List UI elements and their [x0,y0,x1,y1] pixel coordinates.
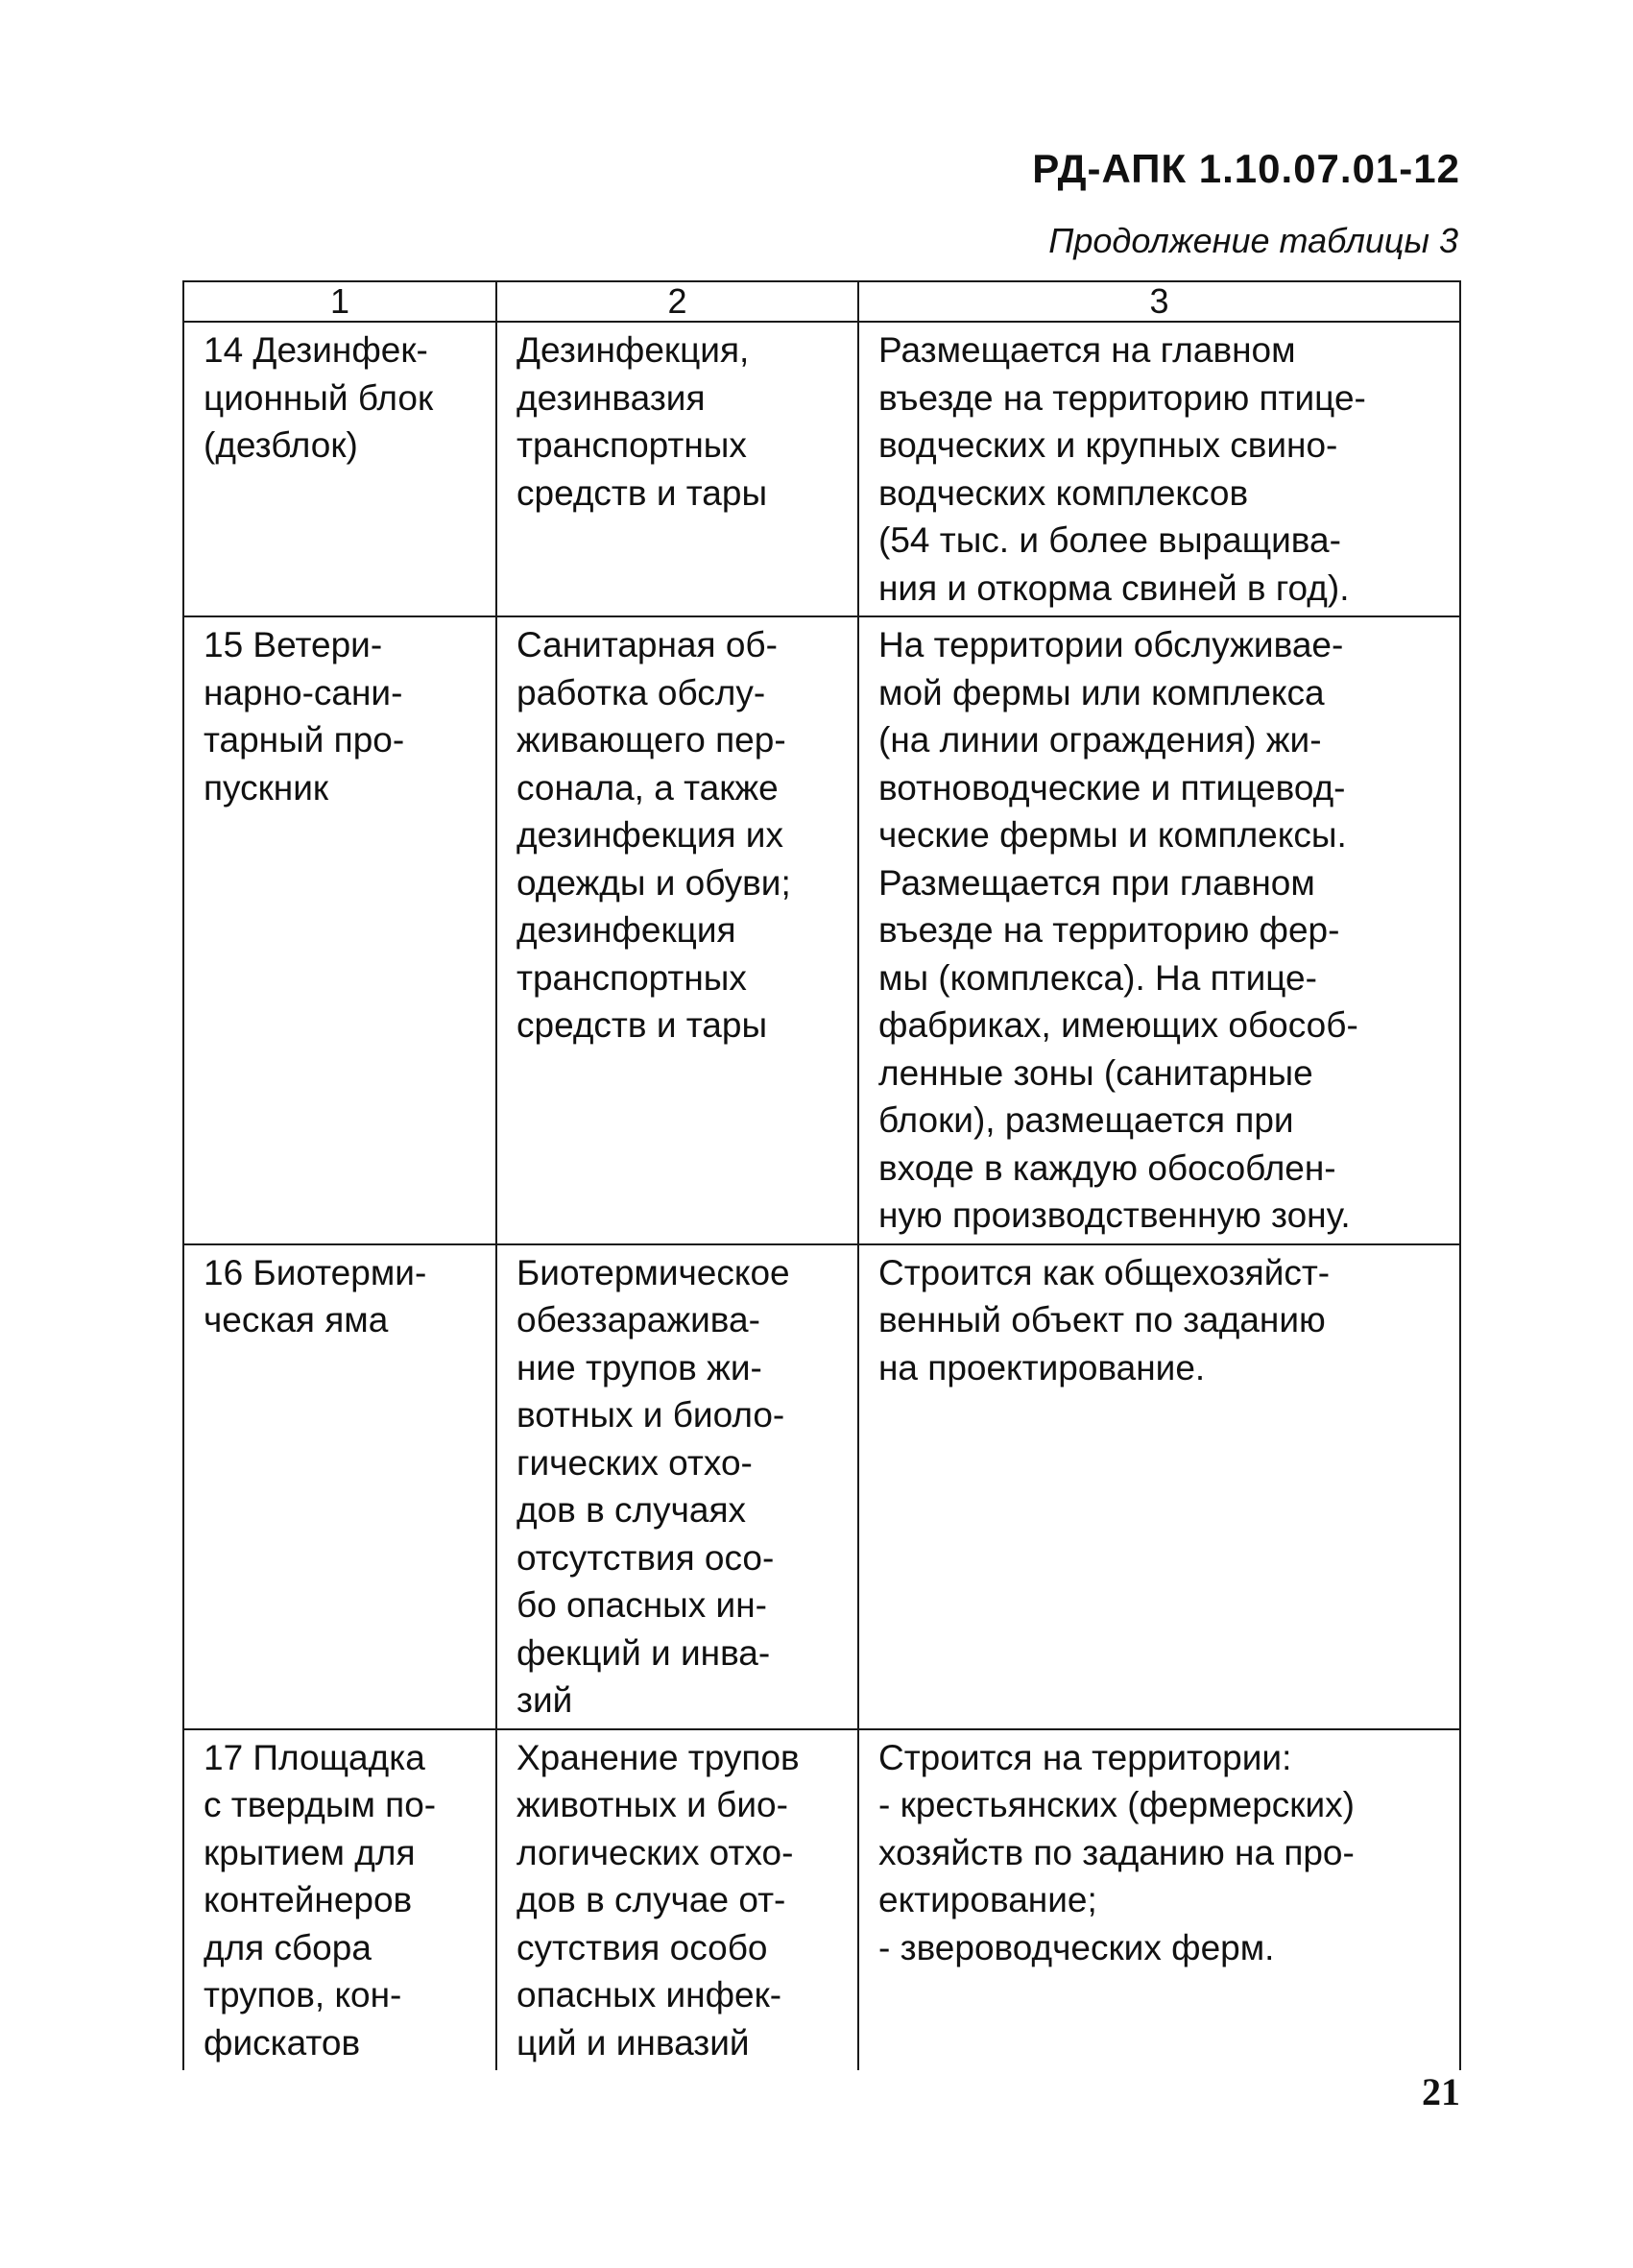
table-row [183,322,1460,616]
cell-line: контейнеров [204,1880,413,1919]
cell-line: мой фермы или комплекса [878,672,1325,712]
cell-line: Дезинфекция, [516,330,750,370]
table-row [183,1729,1460,2071]
cell-line: сутствия особо [516,1927,768,1967]
object-name-cell [183,1729,496,2071]
cell-line: ния и откорма свиней в год). [878,567,1350,608]
cell-line: дезинфекция их [516,815,783,855]
cell-line: водческих и крупных свино- [878,425,1338,465]
cell-line: ционный блок [204,377,434,418]
cell-line: с твердым по- [204,1785,437,1824]
cell-line: крытием для [204,1832,416,1872]
cell-line: - звероводческих ферм. [878,1927,1275,1967]
cell-line: Хранение трупов [516,1737,800,1777]
cell-line: хозяйств по заданию на про- [878,1832,1355,1872]
cell-line: (дезблок) [204,425,358,465]
cell-line: логических отхо- [516,1832,794,1872]
cell-line: водческих комплексов [878,472,1249,513]
column-header-1: 1 [183,281,496,322]
cell-line: ций и инвазий [516,2022,750,2063]
cell-line: дезинфекция [516,910,736,950]
cell-line: живающего пер- [516,720,786,760]
cell-line: зий [516,1680,573,1720]
column-header-3: 3 [858,281,1460,322]
cell-line: ную производственную зону. [878,1195,1351,1235]
cell-line: (54 тыс. и более выращива- [878,520,1341,560]
cell-line: дов в случаях [516,1490,747,1530]
table-continuation-caption: Продолжение таблицы 3 [1048,221,1458,260]
cell-line: мы (комплекса). На птице- [878,957,1317,998]
cell-line: животных и био- [516,1785,788,1824]
cell-line: дов в случае от- [516,1880,786,1919]
cell-line: работка обслу- [516,672,766,712]
cell-line: въезде на территорию фер- [878,910,1340,950]
cell-line: входе в каждую обособлен- [878,1147,1336,1188]
cell-line: опасных инфек- [516,1975,782,2015]
page-number: 21 [1422,2070,1460,2113]
cell-line: одежды и обуви; [516,862,791,903]
cell-line: транспортных [516,425,747,465]
document-code: РД-АПК 1.10.07.01-12 [1032,146,1460,191]
object-name-cell [183,322,496,616]
cell-line: блоки), размещается при [878,1100,1294,1140]
object-name-cell [183,1244,496,1729]
cell-line: Строится как общехозяйст- [878,1252,1331,1292]
cell-line: ческие фермы и комплексы. [878,815,1347,855]
cell-line: 17 Площадка [204,1737,425,1777]
cell-line: транспортных [516,957,747,998]
cell-line: фискатов [204,2022,361,2063]
cell-line: фабриках, имеющих обособ- [878,1005,1358,1045]
cell-line: Размещается при главном [878,862,1315,903]
cell-line: ческая яма [204,1300,389,1339]
cell-line: Строится на территории: [878,1737,1292,1777]
cell-line: 16 Биотерми- [204,1252,427,1292]
cell-line: 15 Ветери- [204,625,383,664]
placement-cell [858,616,1460,1244]
purpose-cell [496,616,858,1244]
data-table [182,280,1461,2070]
cell-line: пускник [204,767,329,808]
purpose-cell [496,322,858,616]
placement-cell [858,1244,1460,1729]
cell-line: на проектирование. [878,1347,1206,1387]
table-row [183,1244,1460,1729]
cell-line: трупов, кон- [204,1975,402,2015]
cell-line: дезинвазия [516,377,706,418]
cell-line: сонала, а также [516,767,779,808]
object-name-cell [183,616,496,1244]
cell-line: Размещается на главном [878,330,1296,370]
cell-line: отсутствия осо- [516,1537,775,1578]
cell-line: въезде на территорию птице- [878,377,1366,418]
cell-line: вотноводческие и птицевод- [878,767,1346,808]
cell-line: вотных и биоло- [516,1395,785,1435]
cell-line: - крестьянских (фермерских) [878,1785,1355,1824]
cell-line: фекций и инва- [516,1632,771,1673]
cell-line: Биотермическое [516,1252,790,1292]
cell-line: На территории обслуживае- [878,625,1344,664]
placement-cell [858,1729,1460,2071]
cell-line: гических отхо- [516,1442,753,1483]
cell-line: обеззаражива- [516,1300,760,1339]
table-header-row [183,281,1460,322]
cell-line: нарно-сани- [204,672,403,712]
purpose-cell [496,1244,858,1729]
cell-line: тарный про- [204,720,405,760]
cell-line: для сбора [204,1927,372,1967]
table-container [182,280,1459,2070]
cell-line: венный объект по заданию [878,1300,1326,1339]
purpose-cell [496,1729,858,2071]
cell-line: средств и тары [516,1005,768,1045]
cell-line: (на линии ограждения) жи- [878,720,1322,760]
cell-line: 14 Дезинфек- [204,330,428,370]
cell-line: ектирование; [878,1880,1097,1919]
column-header-2: 2 [496,281,858,322]
placement-cell [858,322,1460,616]
cell-line: бо опасных ин- [516,1585,767,1625]
cell-line: ние трупов жи- [516,1347,762,1387]
cell-line: средств и тары [516,472,768,513]
cell-line: ленные зоны (санитарные [878,1052,1313,1093]
table-row [183,616,1460,1244]
cell-line: Санитарная об- [516,625,778,664]
